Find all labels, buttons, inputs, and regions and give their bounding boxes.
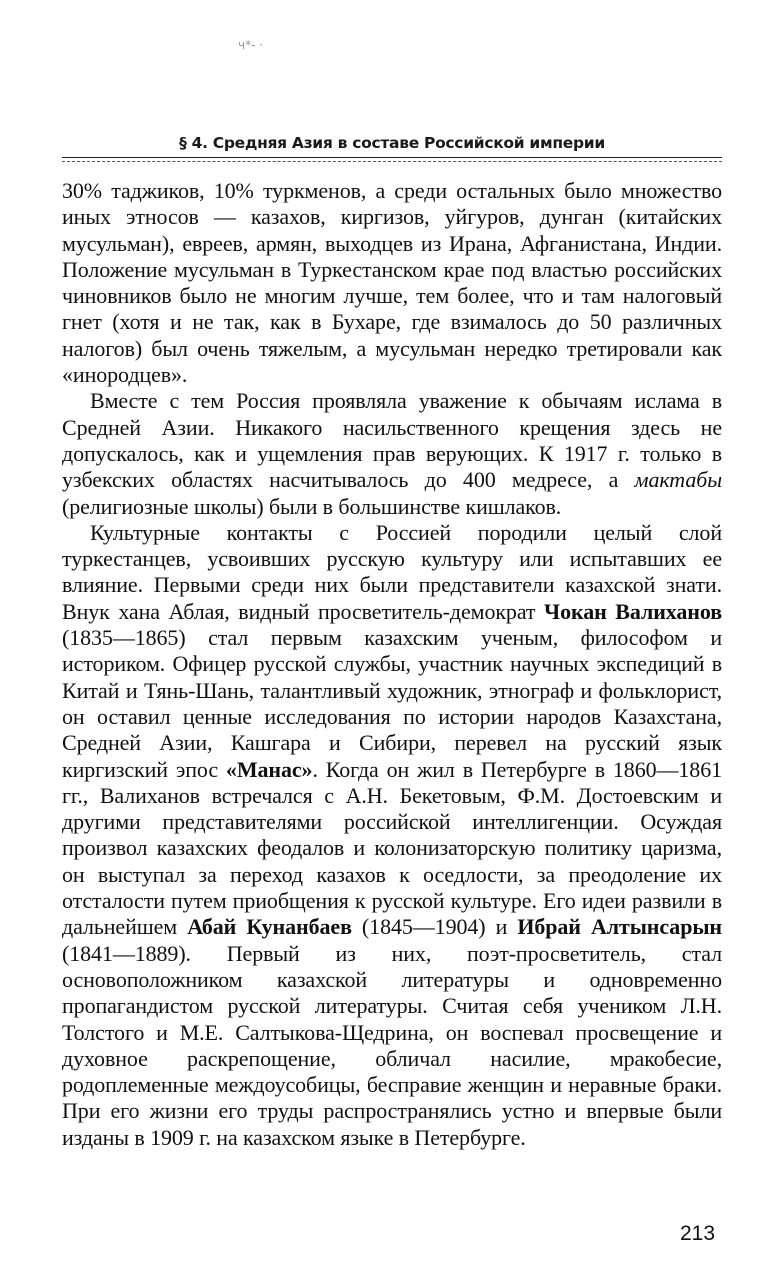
text-run: Культурные контакты с Россией породили целый слой туркестанцев, усвоивших русскую культуру или испытавших ее влияние. Первыми среди них были представители казахской знати. Внук хана Аблая, видный просветитель-демократ (62, 519, 722, 624)
bold-name: Ибрай Алтынсарын (517, 914, 722, 940)
text-run: 30% таджиков, 10% туркменов, а среди остальных было множество иных этносов — казахов, киргизов, уйгуров, дунган (китайских мусульман), евреев, армян, выходцев из Ирана, Афганистана, Индии. Положение мусульман в Туркестанском крае под властью российских чиновников было не многим лучше, тем более, что и там налоговый гнет (хотя и не так, как в Бухаре, где взималось до 50 различных налогов) был очень тяжелым, а мусульман нередко третировали как «инородцев». (62, 178, 722, 388)
paragraph-1 (62, 178, 722, 388)
page-number: 213 (680, 1222, 716, 1245)
text-run: (1841—1889). Первый из них, поэт-просветитель, стал основоположником казахской литературы и одновременно пропагандистом русской литературы. Считая себя учеником Л.Н. Толстого и М.Е. Салтыкова-Щедрина, он воспевал просвещение и духовное раскрепощение, обличал насилие, мракобесие, родоплеменные междоусобицы, бесправие женщин и неравные браки. При его жизни его труды распространялись устно и впервые были изданы в 1909 г. на казахском языке в Петербурге. (62, 940, 722, 1150)
text-run: (1835—1865) стал первым казахским ученым, философом и историком. Офицер русской службы, участник научных экспедиций в Китай и Тянь-Шань, талантливый художник, этнограф и фольклорист, он оставил ценные исследования по истории народов Казахстана, Средней Азии, Кашгара и Сибири, перевел на русский язык киргизский эпос (62, 625, 722, 782)
header-rule-secondary (62, 161, 722, 162)
bold-name: Чокан Валиханов (544, 598, 722, 624)
text-run: . Когда он жил в Петербурге в 1860—1861 гг., Валиханов встречался с А.Н. Бекетовым, Ф.М. Достоевским и другими представителями российской интеллигенции. Осуждая произвол казахских феодалов и колонизаторскую политику царизма, он выступал за переход казахов к оседлости, за преодоление их отсталости путем приобщения к русской культуре. Его идеи развили в дальнейшем (62, 756, 722, 940)
paragraph-2 (62, 388, 722, 519)
bold-name: «Манас» (225, 756, 313, 782)
text-run: Вместе с тем Россия проявляла уважение к обычаям ислама в Средней Азии. Никакого насильственного крещения здесь не допускалось, как и ущемления прав верующих. К 1917 г. только в узбекских областях насчитывалось до 400 медресе, а (62, 388, 722, 493)
body-text (62, 178, 722, 1151)
header-rule (62, 157, 722, 158)
scan-artifact: ч*- · (238, 38, 264, 52)
paragraph-3 (62, 520, 722, 1151)
text-run: (1845—1904) и (351, 914, 518, 940)
bold-name: Абай Кунанбаев (187, 914, 352, 940)
text-run: (религиозные школы) были в большинстве кишлаков. (62, 493, 562, 519)
italic-term: мактабы (634, 467, 722, 493)
running-head: § 4. Средняя Азия в составе Российской империи (179, 134, 605, 152)
